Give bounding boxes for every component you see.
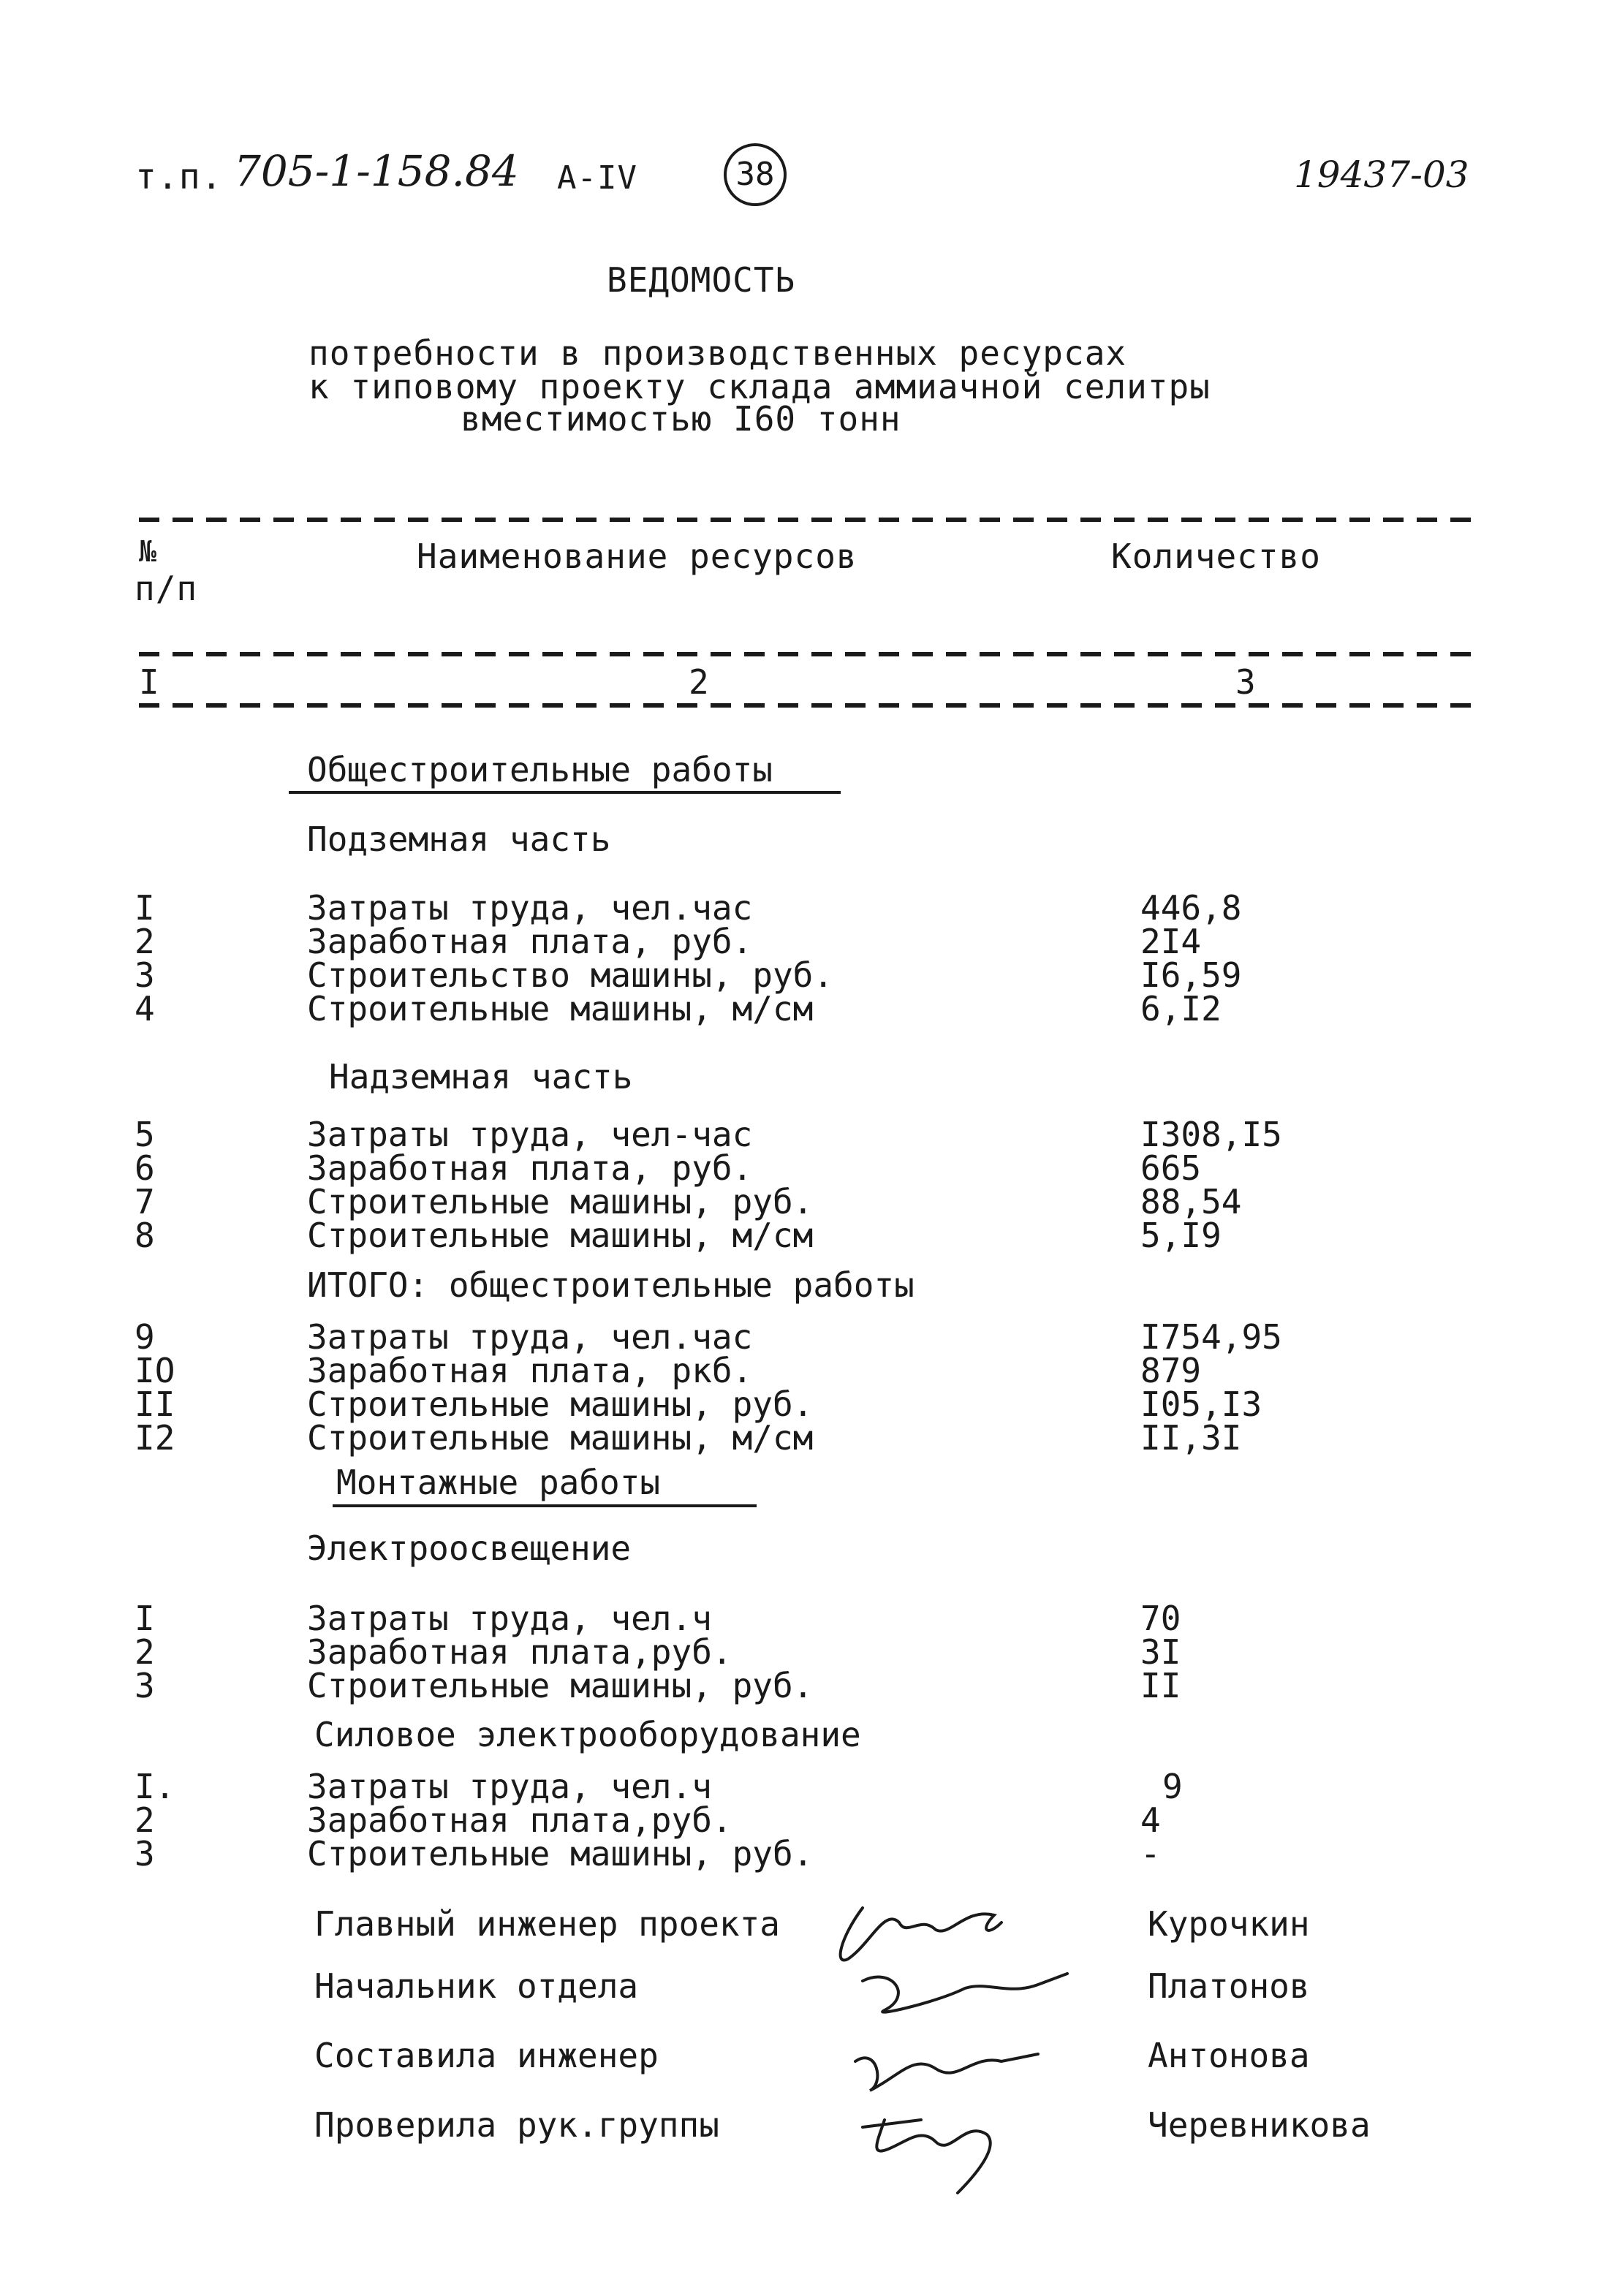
page-number-circle: 38 xyxy=(724,143,787,206)
row-qty: 5,I9 xyxy=(1140,1216,1222,1255)
row-qty: 879 xyxy=(1140,1351,1202,1390)
title-line-3: вместимостью I60 тонн xyxy=(461,399,901,439)
row-num: 5 xyxy=(135,1115,155,1154)
row-num: IO xyxy=(135,1351,175,1390)
row-num: 8 xyxy=(135,1216,155,1255)
row-name: Затраты труда, чел-час xyxy=(307,1115,753,1154)
row-num: 4 xyxy=(135,989,155,1028)
subsection-total: ИТОГО: общестроительные работы xyxy=(307,1265,915,1305)
row-name: Строительные машины, м/см xyxy=(307,1216,814,1255)
subsection-underground: Подземная часть xyxy=(307,819,611,859)
table-rule-mid xyxy=(139,652,1477,656)
row-num: 3 xyxy=(135,1666,155,1705)
signature-name: Антонова xyxy=(1148,2036,1310,2075)
row-name: Строительные машины, руб. xyxy=(307,1182,814,1221)
table-row xyxy=(0,1769,1598,1804)
table-row xyxy=(0,955,1598,995)
project-code-handwritten: 705-1-158.84 xyxy=(234,146,519,196)
table-rule-top xyxy=(139,518,1477,522)
section-mounting-works: Монтажные работы xyxy=(336,1463,661,1502)
signature-scribble-3 xyxy=(855,2054,1038,2091)
signature-role: Составила инженер xyxy=(314,2036,659,2075)
table-row xyxy=(0,1634,1598,1670)
table-row xyxy=(0,1800,1598,1840)
row-num: 3 xyxy=(135,955,155,995)
table-row xyxy=(0,1836,1598,1871)
table-row xyxy=(0,1148,1598,1188)
row-name: Заработная плата, руб. xyxy=(307,922,753,961)
row-name: Заработная плата,руб. xyxy=(307,1632,732,1672)
row-name: Строительство машины, руб. xyxy=(307,955,834,995)
row-qty: I754,95 xyxy=(1140,1317,1282,1357)
signature-scribble-1 xyxy=(841,1908,1001,1960)
section-general-works: Общестроительные работы xyxy=(307,750,773,789)
table-row xyxy=(0,1384,1598,1424)
row-num: II xyxy=(135,1384,175,1424)
row-name: Строительные машины, м/см xyxy=(307,1418,814,1458)
row-name: Строительные машины, руб. xyxy=(307,1666,814,1705)
row-num: 2 xyxy=(135,922,155,961)
inventory-number: 19437-03 xyxy=(1294,154,1469,196)
row-num: 2 xyxy=(135,1632,155,1672)
handwritten-signatures xyxy=(819,1879,1126,2200)
row-qty: I6,59 xyxy=(1140,955,1242,995)
table-row xyxy=(0,1117,1598,1152)
row-num: I xyxy=(135,1599,155,1638)
col-num-symbol: № xyxy=(139,535,158,569)
col-qty-header: Количество xyxy=(1111,537,1321,576)
row-qty: 70 xyxy=(1140,1599,1181,1638)
table-row xyxy=(0,1319,1598,1355)
table-row xyxy=(0,1218,1598,1253)
col-index-3: 3 xyxy=(1235,662,1257,702)
table-row xyxy=(0,1668,1598,1703)
row-name: Затраты труда, чел.ч xyxy=(307,1767,712,1806)
row-name: Затраты труда, чел.час xyxy=(307,1317,753,1357)
project-code-prefix: т.п. xyxy=(135,156,223,197)
table-row xyxy=(0,1418,1598,1458)
row-num: 3 xyxy=(135,1834,155,1873)
table-row xyxy=(0,924,1598,959)
row-qty: 446,8 xyxy=(1140,888,1242,928)
row-qty: 9 xyxy=(1162,1767,1183,1806)
row-qty: 88,54 xyxy=(1140,1182,1242,1221)
col-name-header: Наименование ресурсов xyxy=(417,537,857,576)
row-name: Строительные машины, руб. xyxy=(307,1834,814,1873)
row-qty: II xyxy=(1140,1666,1181,1705)
row-name: Заработная плата, руб. xyxy=(307,1148,753,1188)
col-index-1: I xyxy=(139,662,160,702)
row-num: 2 xyxy=(135,1800,155,1840)
row-name: Строительные машины, м/см xyxy=(307,989,814,1028)
row-num: I xyxy=(135,888,155,928)
row-name: Строительные машины, руб. xyxy=(307,1384,814,1424)
row-name: Затраты труда, чел.час xyxy=(307,888,753,928)
table-row xyxy=(0,1353,1598,1388)
table-row xyxy=(0,1601,1598,1636)
row-qty: 2I4 xyxy=(1140,922,1202,961)
row-qty: II,3I xyxy=(1140,1418,1242,1458)
signature-name: Платонов xyxy=(1148,1966,1310,2006)
subsection-aboveground: Надземная часть xyxy=(329,1057,633,1096)
row-name: Заработная плата, ркб. xyxy=(307,1351,753,1390)
row-qty: 665 xyxy=(1140,1148,1202,1188)
col-num-label: п/п xyxy=(135,569,198,608)
title-line-1: потребности в производственных ресурсах xyxy=(308,333,1127,373)
row-qty: 4 xyxy=(1140,1800,1161,1840)
subsection-lighting: Электроосвещение xyxy=(307,1528,632,1568)
row-num: I2 xyxy=(135,1418,175,1458)
signature-role: Начальник отдела xyxy=(314,1966,639,2006)
row-num: 7 xyxy=(135,1182,155,1221)
document-heading: ВЕДОМОСТЬ xyxy=(607,260,796,300)
row-num: I. xyxy=(135,1767,175,1806)
section-general-underline xyxy=(289,791,841,794)
table-row xyxy=(0,1184,1598,1219)
row-num: 6 xyxy=(135,1148,155,1188)
row-num: 9 xyxy=(135,1317,155,1357)
title-line-2: к типовому проекту склада аммиачной селитры xyxy=(308,367,1211,406)
signature-scribble-2 xyxy=(863,1974,1067,2012)
album-number: А-IV xyxy=(557,159,637,197)
section-mounting-underline xyxy=(333,1504,757,1507)
subsection-power-equipment: Силовое электрооборудование xyxy=(314,1715,861,1754)
row-qty: 6,I2 xyxy=(1140,989,1222,1028)
row-name: Затраты труда, чел.ч xyxy=(307,1599,712,1638)
signature-scribble-4 xyxy=(863,2120,991,2193)
row-qty: - xyxy=(1140,1834,1161,1873)
signature-role: Проверила рук.группы xyxy=(314,2105,719,2145)
col-index-2: 2 xyxy=(689,662,710,702)
signature-name: Черевникова xyxy=(1148,2105,1371,2145)
signature-name: Курочкин xyxy=(1148,1904,1310,1944)
table-rule-bottom xyxy=(139,703,1477,708)
row-qty: 3I xyxy=(1140,1632,1181,1672)
signature-role: Главный инженер проекта xyxy=(314,1904,780,1944)
table-row xyxy=(0,888,1598,928)
table-row xyxy=(0,991,1598,1026)
row-qty: I308,I5 xyxy=(1140,1115,1282,1154)
row-name: Заработная плата,руб. xyxy=(307,1800,732,1840)
row-qty: I05,I3 xyxy=(1140,1384,1262,1424)
